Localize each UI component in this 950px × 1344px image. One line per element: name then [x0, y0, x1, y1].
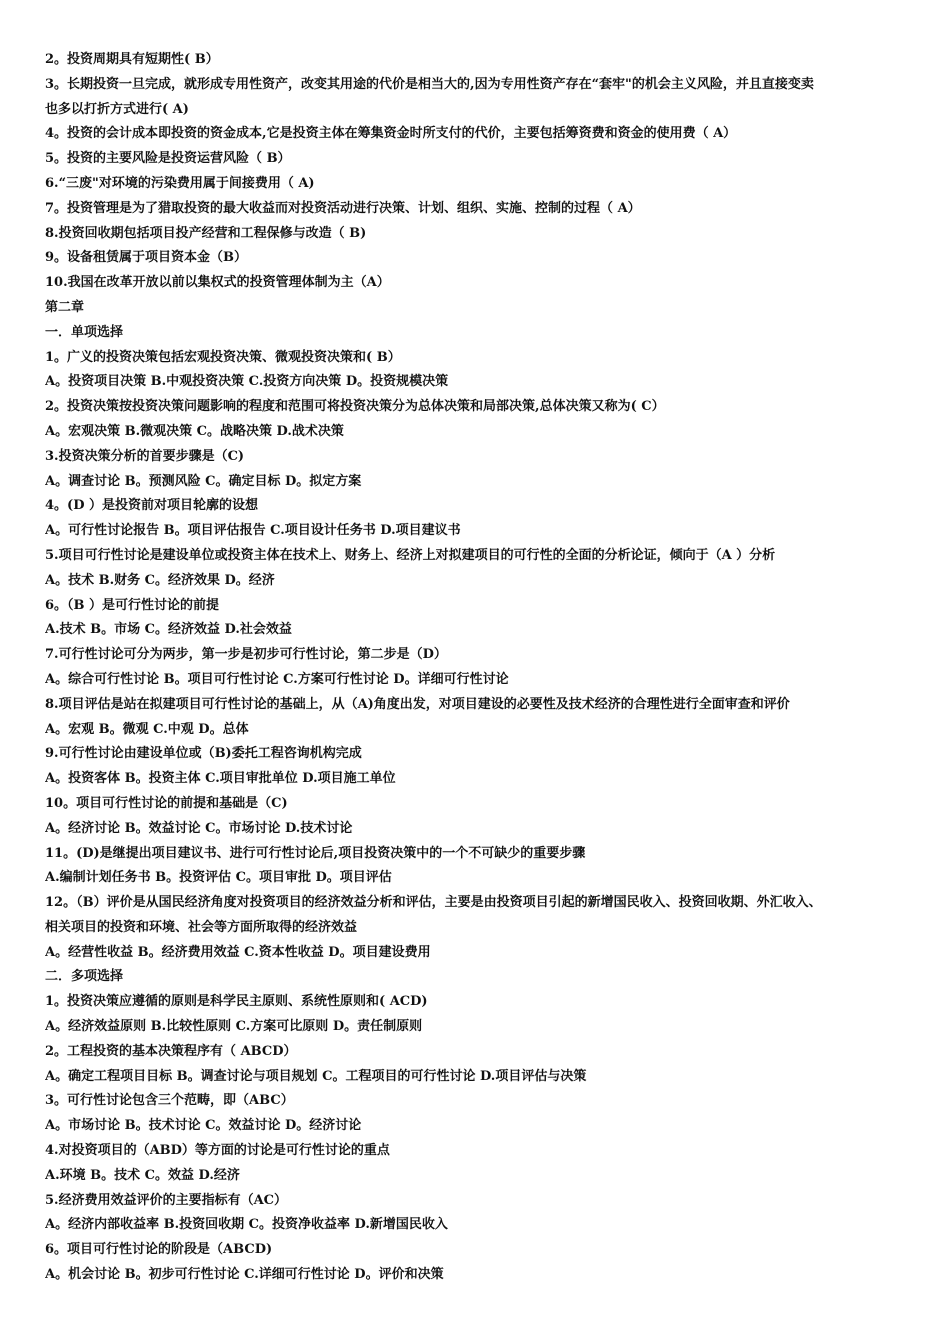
text-line: 8.项目评估是站在拟建项目可行性讨论的基础上，从（A)角度出发，对项目建设的必要性及技术经济的合理性进行全面审查和评价	[45, 696, 790, 712]
text-line: A。经济内部收益率 B.投资回收期 C。投资净收益率 D.新增国民收入	[45, 1217, 448, 1233]
text-line: 4.对投资项目的（ABD）等方面的讨论是可行性讨论的重点	[45, 1143, 390, 1159]
text-line: 1。广义的投资决策包括宏观投资决策、微观投资决策和( B）	[45, 349, 401, 365]
text-line: 6。项目可行性讨论的阶段是（ABCD)	[45, 1242, 273, 1258]
text-line: A.环境 B。技术 C。效益 D.经济	[45, 1167, 240, 1183]
text-line: 10.我国在改革开放以前以集权式的投资管理体制为主（A）	[45, 275, 390, 291]
text-line: 8.投资回收期包括项目投产经营和工程保修与改造（ B)	[45, 225, 367, 241]
text-line: A。可行性讨论报告 B。项目评估报告 C.项目设计任务书 D.项目建议书	[45, 523, 461, 539]
text-line: A。市场讨论 B。技术讨论 C。效益讨论 D。经济讨论	[45, 1118, 362, 1134]
text-line: 2。投资周期具有短期性( B）	[45, 52, 219, 67]
text-line: 4。投资的会计成本即投资的资金成本,它是投资主体在筹集资金时所支付的代价，主要包括筹资费和资金的使用费（ A）	[45, 126, 737, 142]
text-line: 7。投资管理是为了猎取投资的最大收益而对投资活动进行决策、计划、组织、实施、控制的过程（ A）	[45, 200, 641, 216]
text-line: 1。投资决策应遵循的原则是科学民主原则、系统性原则和( ACD)	[45, 994, 428, 1010]
text-line: A.技术 B。市场 C。经济效益 D.社会效益	[45, 622, 292, 638]
text-line: A。宏观 B。微观 C.中观 D。总体	[45, 721, 249, 737]
text-line: 5。投资的主要风险是投资运营风险（ B）	[45, 151, 291, 167]
text-line: A。投资客体 B。投资主体 C.项目审批单位 D.项目施工单位	[45, 771, 396, 787]
text-line: 11。(D)是继提出项目建议书、进行可行性讨论后,项目投资决策中的一个不可缺少的重要步骤	[45, 845, 586, 861]
text-line: 5.经济费用效益评价的主要指标有（AC）	[45, 1192, 288, 1208]
text-line: A。经济效益原则 B.比较性原则 C.方案可比原则 D。责任制原则	[45, 1019, 423, 1035]
document-page	[45, 48, 915, 1288]
text-line: A。投资项目决策 B.中观投资决策 C.投资方向决策 D。投资规模决策	[45, 374, 449, 390]
text-line: A.编制计划任务书 B。投资评估 C。项目审批 D。项目评估	[45, 870, 392, 886]
text-line: 二．多项选择	[45, 969, 124, 985]
text-line: 2。工程投资的基本决策程序有（ ABCD）	[45, 1043, 297, 1059]
text-line: 9.可行性讨论由建设单位或（B)委托工程咨询机构完成	[45, 746, 362, 762]
text-line: A。经营性收益 B。经济费用效益 C.资本性收益 D。项目建设费用	[45, 944, 431, 960]
text-line: 9。设备租赁属于项目资本金（B）	[45, 250, 248, 266]
text-line: 3.投资决策分析的首要步骤是（C)	[45, 448, 245, 464]
text-line: A。技术 B.财务 C。经济效果 D。经济	[45, 572, 275, 588]
text-line: A。宏观决策 B.微观决策 C。战略决策 D.战术决策	[45, 423, 344, 439]
text-line: 7.可行性讨论可分为两步，第一步是初步可行性讨论，第二步是（D）	[45, 647, 447, 663]
text-line: 2。投资决策按投资决策问题影响的程度和范围可将投资决策分为总体决策和局部决策,总体决策又称为( C）	[45, 399, 665, 415]
text-line: 相关项目的投资和环境、社会等方面所取得的经济效益	[45, 919, 358, 935]
text-line: A。机会讨论 B。初步可行性讨论 C.详细可行性讨论 D。评价和决策	[45, 1267, 444, 1283]
text-line: 12。（B）评价是从国民经济角度对投资项目的经济效益分析和评估，主要是由投资项目引起的新增国民收入、投资回收期、外汇收入、	[45, 895, 822, 911]
text-line: 一．单项选择	[45, 324, 124, 340]
text-line: 3。长期投资一旦完成，就形成专用性资产，改变其用途的代价是相当大的,因为专用性资产存在“套牢"的机会主义风险，并且直接变卖	[45, 76, 814, 92]
text-line: 6.“三废"对环境的污染费用属于间接费用（ A)	[45, 175, 315, 191]
text-line: 第二章	[45, 299, 85, 315]
text-line: 6。（B ）是可行性讨论的前提	[45, 597, 220, 613]
text-line: A。调查讨论 B。预测风险 C。确定目标 D。拟定方案	[45, 473, 362, 489]
text-line: 3。可行性讨论包含三个范畴，即（ABC）	[45, 1093, 294, 1109]
text-line: A。确定工程项目目标 B。调查讨论与项目规划 C。工程项目的可行性讨论 D.项目评估与决策	[45, 1068, 587, 1084]
text-line: 4。(D ）是投资前对项目轮廓的设想	[45, 498, 258, 514]
text-line: A。经济讨论 B。效益讨论 C。市场讨论 D.技术讨论	[45, 820, 353, 836]
text-line: 也多以打折方式进行( A)	[45, 101, 189, 117]
text-line: 10。项目可行性讨论的前提和基础是（C)	[45, 795, 288, 811]
text-line: A。综合可行性讨论 B。项目可行性讨论 C.方案可行性讨论 D。详细可行性讨论	[45, 671, 509, 687]
text-line: 5.项目可行性讨论是建设单位或投资主体在技术上、财务上、经济上对拟建项目的可行性的全面的分析论证，倾向于（A ）分析	[45, 547, 776, 563]
